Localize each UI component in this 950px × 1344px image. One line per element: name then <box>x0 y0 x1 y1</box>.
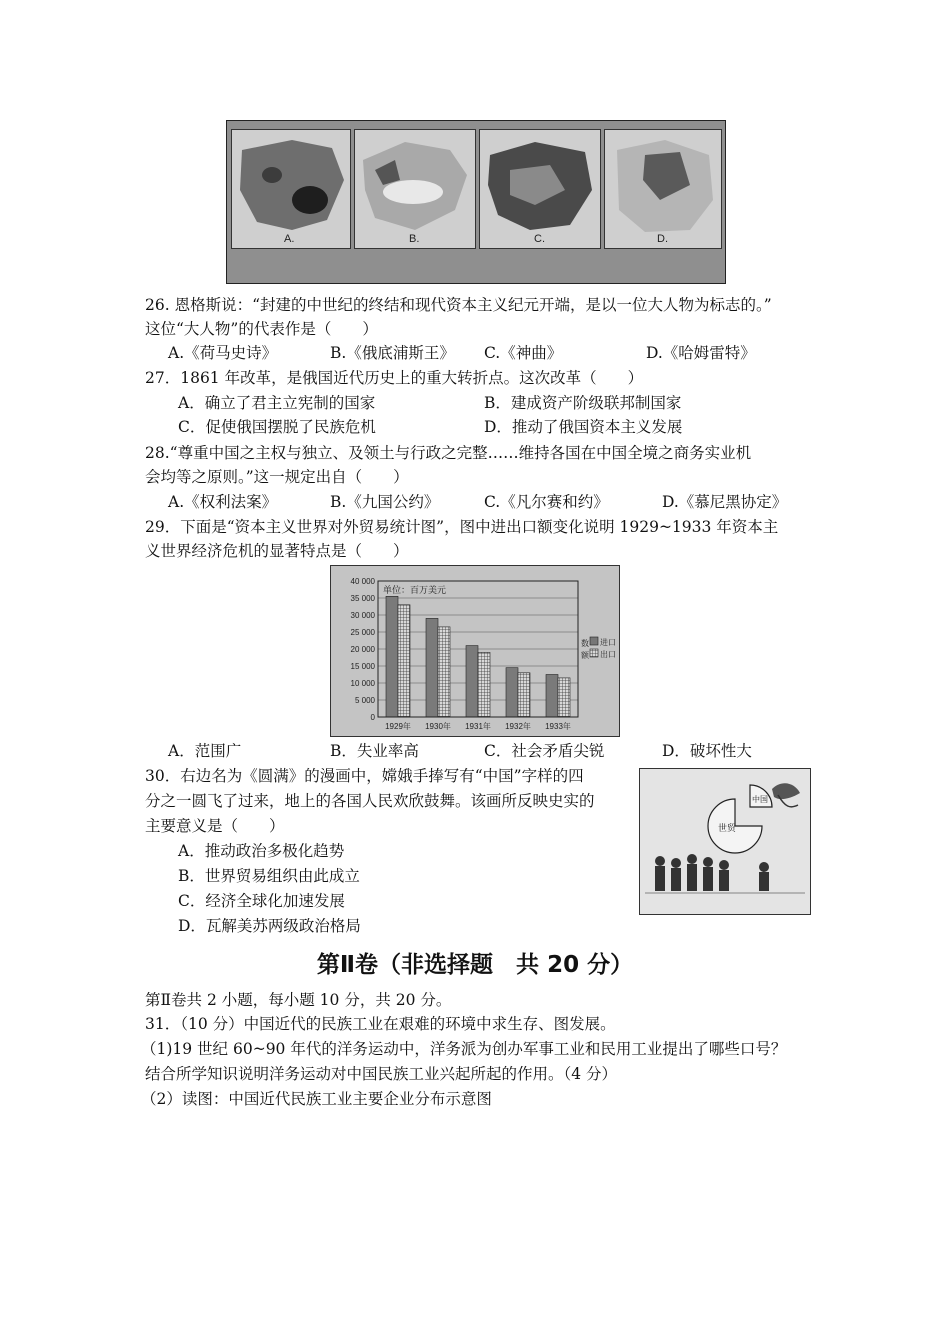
y-tick-label: 0 <box>370 713 375 722</box>
bar-export-1929年 <box>398 605 410 717</box>
q31-part1-line2: 结合所学知识说明洋务运动对中国民族工业兴起所起的作用。（4 分） <box>145 1065 618 1083</box>
cartoon-drawing <box>640 769 810 914</box>
q28-stem-line2: 会均等之原则。”这一规定出自（ ） <box>145 468 409 486</box>
map-label-c: C. <box>534 233 545 245</box>
change-figure <box>772 783 800 799</box>
q30-option-c: C．经济全球化加速发展 <box>178 892 345 910</box>
pie-label: 世贸 <box>718 823 737 833</box>
q30-option-d: D．瓦解美苏两级政治格局 <box>178 917 361 935</box>
map-label-d: D. <box>657 233 668 245</box>
q29-option-c: C．社会矛盾尖锐 <box>484 742 605 760</box>
q28-option-b: B.《九国公约》 <box>330 493 440 511</box>
q26-option-d: D.《哈姆雷特》 <box>646 344 756 362</box>
q26-option-b: B.《俄底浦斯王》 <box>330 344 455 362</box>
bar-import-1931年 <box>466 646 478 717</box>
q30-option-b: B．世界贸易组织由此成立 <box>178 867 360 885</box>
y-tick-label: 40 000 <box>350 577 375 586</box>
q30-stem-line3: 主要意义是（ ） <box>145 817 285 835</box>
q31-part1-line1: （1)19 世纪 60~90 年代的洋务运动中，洋务派为创办军事工业和民用工业提出了哪些口号？ <box>141 1040 787 1058</box>
q30-stem-line2: 分之一圆飞了过来，地上的各国人民欢欣鼓舞。该画所反映史实的 <box>145 792 595 810</box>
q26-option-a: A.《荷马史诗》 <box>168 344 278 362</box>
q27-option-d: D．推动了俄国资本主义发展 <box>484 418 683 436</box>
q27-option-c: C．促使俄国摆脱了民族危机 <box>178 418 376 436</box>
legend-title-1: 数 <box>581 639 589 648</box>
bar-import-1930年 <box>426 618 438 717</box>
q30-stem-line1: 30．右边名为《圆满》的漫画中，嫦娥手捧写有“中国”字样的四 <box>145 767 584 785</box>
cartoon-figure <box>639 768 811 915</box>
y-tick-label: 30 000 <box>350 611 375 620</box>
y-tick-label: 5 000 <box>354 696 375 705</box>
maps-figure <box>226 120 726 284</box>
map-c <box>479 129 601 249</box>
map-a <box>231 129 351 249</box>
q29-option-d: D．破坏性大 <box>662 742 752 760</box>
bar-export-1933年 <box>558 678 570 717</box>
legend-import: 进口 <box>600 638 616 647</box>
bar-export-1932年 <box>518 673 530 717</box>
legend-title-2: 额 <box>581 651 589 660</box>
y-tick-label: 15 000 <box>350 662 375 671</box>
y-tick-label: 35 000 <box>350 594 375 603</box>
y-tick-label: 25 000 <box>350 628 375 637</box>
y-tick-label: 10 000 <box>350 679 375 688</box>
bar-export-1930年 <box>438 627 450 717</box>
q27-stem: 27．1861 年改革，是俄国近代历史上的重大转折点。这次改革（ ） <box>145 369 644 387</box>
map-label-a: A. <box>284 233 295 245</box>
map-d <box>604 129 722 249</box>
q30-option-a: A．推动政治多极化趋势 <box>178 842 345 860</box>
x-tick-label: 1931年 <box>465 722 491 731</box>
legend-swatch-export <box>590 649 598 657</box>
q26-stem-line1: 26. 恩格斯说：“封建的中世纪的终结和现代资本主义纪元开端，是以一位大人物为标志的。” <box>145 296 772 314</box>
piece-label: 中国 <box>752 795 768 804</box>
chart-unit-title: 单位：百万美元 <box>383 585 447 595</box>
q28-option-d: D.《慕尼黑协定》 <box>662 493 788 511</box>
q29-stem-line1: 29．下面是“资本主义世界对外贸易统计图”，图中进出口额变化说明 1929~1933 年资本主 <box>145 518 779 536</box>
trade-chart-frame <box>330 565 620 737</box>
trade-chart <box>331 566 619 736</box>
x-tick-label: 1933年 <box>545 722 571 731</box>
bar-import-1932年 <box>506 668 518 717</box>
crowd-figures <box>655 854 769 891</box>
q27-option-a: A．确立了君主立宪制的国家 <box>178 394 376 412</box>
legend-export: 出口 <box>600 650 616 659</box>
q28-stem-line1: 28.“尊重中国之主权与独立、及领土与行政之完整……维持各国在中国全境之商务实业机 <box>145 444 752 462</box>
q31-part2: （2）读图：中国近代民族工业主要企业分布示意图 <box>141 1090 492 1108</box>
q27-option-b: B．建成资产阶级联邦制国家 <box>484 394 682 412</box>
q31-stem: 31．（10 分）中国近代的民族工业在艰难的环境中求生存、图发展。 <box>145 1015 616 1033</box>
q28-option-c: C.《凡尔赛和约》 <box>484 493 609 511</box>
legend-swatch-import <box>590 637 598 645</box>
map-label-b: B. <box>409 233 420 245</box>
x-tick-label: 1929年 <box>385 722 411 731</box>
bar-import-1929年 <box>386 596 398 717</box>
q29-stem-line2: 义世界经济危机的显著特点是（ ） <box>145 542 409 560</box>
q26-stem-line2: 这位“大人物”的代表作是（ ） <box>145 320 378 338</box>
bar-export-1931年 <box>478 652 490 717</box>
q29-option-b: B．失业率高 <box>330 742 419 760</box>
map-a-shape <box>232 130 350 248</box>
chart-legend <box>581 637 616 660</box>
map-b <box>354 129 476 249</box>
map-b-shape <box>355 130 475 248</box>
bar-import-1933年 <box>546 675 558 718</box>
q28-option-a: A.《权利法案》 <box>168 493 278 511</box>
q29-option-a: A．范围广 <box>168 742 242 760</box>
part2-intro: 第Ⅱ卷共 2 小题，每小题 10 分，共 20 分。 <box>145 991 452 1009</box>
map-c-shape <box>480 130 600 248</box>
q26-option-c: C.《神曲》 <box>484 344 563 362</box>
map-d-shape <box>605 130 721 248</box>
part2-title: 第Ⅱ卷（非选择题 共 20 分） <box>316 952 634 978</box>
y-tick-label: 20 000 <box>350 645 375 654</box>
x-tick-label: 1932年 <box>505 722 531 731</box>
x-tick-label: 1930年 <box>425 722 451 731</box>
